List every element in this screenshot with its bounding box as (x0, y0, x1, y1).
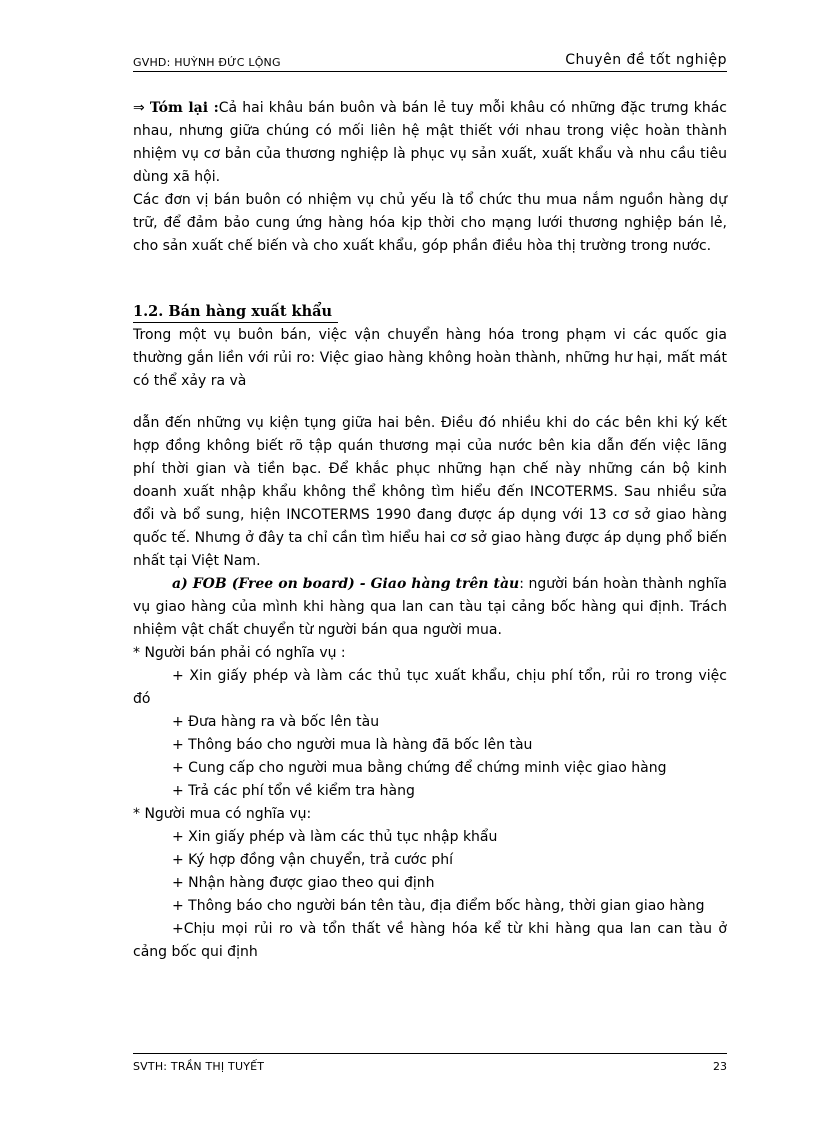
seller-item: + Cung cấp cho người mua bằng chứng để chứng minh việc giao hàng (172, 760, 667, 776)
page-number: 23 (713, 1060, 727, 1073)
page-header (133, 52, 727, 72)
buyer-item: + Xin giấy phép và làm các thủ tục nhập khẩu (172, 829, 498, 845)
seller-item: + Trả các phí tổn về kiểm tra hàng (172, 783, 415, 799)
summary-text: Cả hai khâu bán buôn và bán lẻ tuy mỗi khâu có những đặc trưng khác nhau, nhưng giữa chúng có mối liên hệ mật thiết với nhau trong việc hoàn thành nhiệm vụ cơ bản của thương nghiệp là phục vụ sản xuất, xuất khẩu và nhu cầu tiêu dùng xã hội. (133, 100, 727, 185)
header-instructor: GVHD: HUỲNH ĐỨC LỘNG (133, 56, 281, 69)
section-heading: 1.2. Bán hàng xuất khẩu (133, 302, 338, 323)
footer-rule (133, 1053, 727, 1054)
buyer-item: + Ký hợp đồng vận chuyển, trả cước phí (172, 852, 454, 868)
buyer-heading: * Người mua có nghĩa vụ: (133, 806, 312, 822)
buyer-item: + Thông báo cho người bán tên tàu, địa điểm bốc hàng, thời gian giao hàng (172, 898, 705, 914)
arrow-icon: ⇒ (133, 100, 145, 116)
seller-heading: * Người bán phải có nghĩa vụ : (133, 645, 346, 661)
export-paragraph-1: Trong một vụ buôn bán, việc vận chuyển hàng hóa trong phạm vi các quốc gia thường gắn liền với rủi ro: Việc giao hàng không hoàn thành, những hư hại, mất mát có thể xảy ra và (133, 327, 727, 389)
summary-label: Tóm lại : (149, 100, 219, 116)
fob-text: : người bán hoàn thành nghĩa vụ giao hàng của mình khi hàng qua lan can tàu tại cảng bốc hàng qui định. Trách nhiệm vật chất chuyển từ người bán qua người mua. (133, 576, 727, 638)
wholesale-paragraph: Các đơn vị bán buôn có nhiệm vụ chủ yếu là tổ chức thu mua nắm nguồn hàng dự trữ, để đảm bảo cung ứng hàng hóa kịp thời cho mạng lưới thương nghiệp bán lẻ, cho sản xuất chế biến và cho xuất khẩu, góp phần điều hòa thị trường trong nước. (133, 192, 727, 254)
seller-item: + Đưa hàng ra và bốc lên tàu (172, 714, 380, 730)
footer-student: SVTH: TRẦN THỊ TUYẾT (133, 1060, 265, 1073)
header-document-type: Chuyên đề tốt nghiệp (565, 52, 727, 68)
seller-item: + Xin giấy phép và làm các thủ tục xuất khẩu, chịu phí tổn, rủi ro trong việc đó (133, 668, 727, 707)
buyer-item: + Nhận hàng được giao theo qui định (172, 875, 435, 891)
fob-title: a) FOB (Free on board) - Giao hàng trên tàu (172, 576, 520, 592)
header-rule (133, 71, 727, 72)
export-paragraph-2: dẫn đến những vụ kiện tụng giữa hai bên. Điều đó nhiều khi do các bên khi ký kết hợp đồng không biết rõ tập quán thương mại của nước bên kia dẫn đến việc lãng phí thời gian và tiền bạc. Để khắc phục những hạn chế này những cán bộ kinh doanh xuất nhập khẩu không thể không tìm hiểu đến INCOTERMS. Sau nhiều sửa đổi và bổ sung, hiện INCOTERMS 1990 đang được áp dụng với 13 cơ sở giao hàng quốc tế. Nhưng ở đây ta chỉ cần tìm hiểu hai cơ sở giao hàng được áp dụng phổ biến nhất tại Việt Nam. (133, 415, 727, 569)
summary-block (133, 97, 727, 258)
summary-paragraph (133, 97, 727, 189)
seller-item: + Thông báo cho người mua là hàng đã bốc lên tàu (172, 737, 533, 753)
export-main-block (133, 412, 727, 964)
export-intro-block (133, 324, 727, 393)
fob-paragraph (133, 573, 727, 642)
buyer-item: +Chịu mọi rủi ro và tổn thất về hàng hóa kể từ khi hàng qua lan can tàu ở cảng bốc qui định (133, 921, 727, 960)
